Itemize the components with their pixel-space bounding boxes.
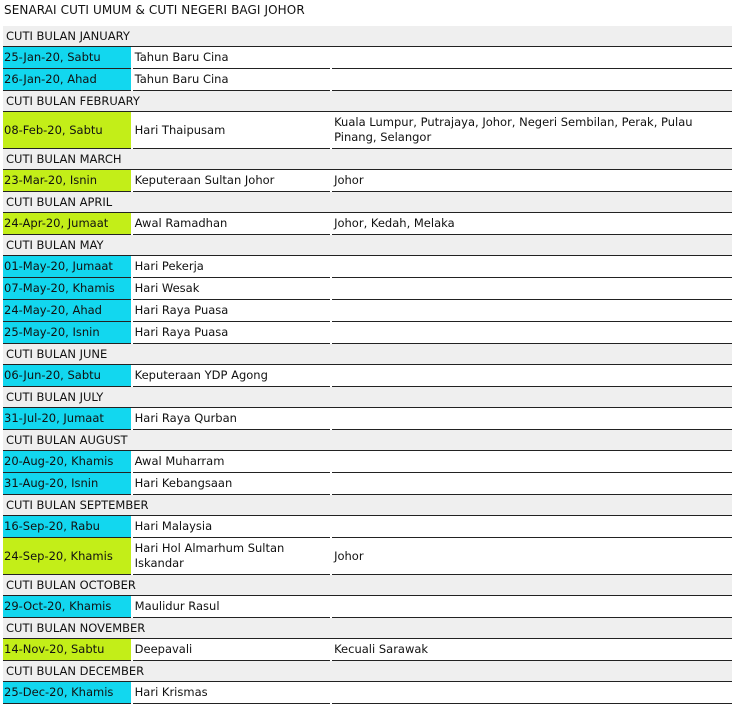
holiday-row [3, 112, 732, 149]
holiday-row [3, 322, 732, 344]
states-cell: Johor, Kedah, Melaka [332, 213, 732, 235]
states-cell: Johor [332, 538, 732, 575]
holiday-row [3, 408, 732, 430]
month-header: CUTI BULAN AUGUST [3, 430, 732, 451]
month-header: CUTI BULAN FEBRUARY [3, 91, 732, 112]
holiday-row [3, 300, 732, 322]
date-cell: 08-Feb-20, Sabtu [3, 112, 131, 149]
holiday-cell: Keputeraan Sultan Johor [133, 170, 330, 192]
date-cell: 23-Mar-20, Isnin [3, 170, 131, 192]
states-cell [332, 408, 732, 430]
month-header: CUTI BULAN APRIL [3, 192, 732, 213]
states-cell [332, 682, 732, 704]
holiday-row [3, 451, 732, 473]
states-cell [332, 473, 732, 495]
date-cell: 07-May-20, Khamis [3, 278, 131, 300]
month-header: CUTI BULAN OCTOBER [3, 575, 732, 596]
holiday-table [3, 26, 732, 704]
holiday-cell: Hari Raya Qurban [133, 408, 330, 430]
date-cell: 25-Jan-20, Sabtu [3, 47, 131, 69]
month-header: CUTI BULAN MAY [3, 235, 732, 256]
states-cell [332, 47, 732, 69]
month-header: CUTI BULAN SEPTEMBER [3, 495, 732, 516]
month-header: CUTI BULAN MARCH [3, 149, 732, 170]
holiday-cell: Tahun Baru Cina [133, 69, 330, 91]
date-cell: 25-May-20, Isnin [3, 322, 131, 344]
holiday-cell: Hari Thaipusam [133, 112, 330, 149]
holiday-cell: Awal Muharram [133, 451, 330, 473]
page-title: SENARAI CUTI UMUM & CUTI NEGERI BAGI JOHOR [4, 3, 305, 17]
holiday-row [3, 170, 732, 192]
date-cell: 06-Jun-20, Sabtu [3, 365, 131, 387]
date-cell: 16-Sep-20, Rabu [3, 516, 131, 538]
month-header: CUTI BULAN NOVEMBER [3, 618, 732, 639]
holiday-cell: Tahun Baru Cina [133, 47, 330, 69]
holiday-cell: Hari Malaysia [133, 516, 330, 538]
states-cell [332, 516, 732, 538]
date-cell: 01-May-20, Jumaat [3, 256, 131, 278]
holiday-cell: Deepavali [133, 639, 330, 661]
month-header: CUTI BULAN JANUARY [3, 26, 732, 47]
holiday-row [3, 596, 732, 618]
holiday-cell: Hari Hol Almarhum Sultan Iskandar [133, 538, 330, 575]
month-header: CUTI BULAN DECEMBER [3, 661, 732, 682]
date-cell: 31-Jul-20, Jumaat [3, 408, 131, 430]
states-cell: Kuala Lumpur, Putrajaya, Johor, Negeri Sembilan, Perak, Pulau Pinang, Selangor [332, 112, 732, 149]
states-cell [332, 365, 732, 387]
states-cell [332, 596, 732, 618]
holiday-row [3, 47, 732, 69]
date-cell: 26-Jan-20, Ahad [3, 69, 131, 91]
holiday-row [3, 69, 732, 91]
holiday-row [3, 682, 732, 704]
date-cell: 24-May-20, Ahad [3, 300, 131, 322]
holiday-row [3, 639, 732, 661]
date-cell: 14-Nov-20, Sabtu [3, 639, 131, 661]
holiday-row [3, 365, 732, 387]
holiday-cell: Hari Kebangsaan [133, 473, 330, 495]
states-cell [332, 278, 732, 300]
holiday-cell: Hari Pekerja [133, 256, 330, 278]
holiday-cell: Hari Wesak [133, 278, 330, 300]
holiday-row [3, 473, 732, 495]
date-cell: 29-Oct-20, Khamis [3, 596, 131, 618]
holiday-row [3, 538, 732, 575]
states-cell [332, 69, 732, 91]
date-cell: 24-Sep-20, Khamis [3, 538, 131, 575]
holiday-row [3, 278, 732, 300]
states-cell: Kecuali Sarawak [332, 639, 732, 661]
holiday-cell: Hari Krismas [133, 682, 330, 704]
holiday-cell: Hari Raya Puasa [133, 300, 330, 322]
date-cell: 25-Dec-20, Khamis [3, 682, 131, 704]
month-header: CUTI BULAN JULY [3, 387, 732, 408]
holiday-cell: Hari Raya Puasa [133, 322, 330, 344]
holiday-row [3, 256, 732, 278]
states-cell [332, 300, 732, 322]
states-cell [332, 322, 732, 344]
holiday-cell: Keputeraan YDP Agong [133, 365, 330, 387]
holiday-cell: Awal Ramadhan [133, 213, 330, 235]
month-header: CUTI BULAN JUNE [3, 344, 732, 365]
date-cell: 20-Aug-20, Khamis [3, 451, 131, 473]
holiday-cell: Maulidur Rasul [133, 596, 330, 618]
states-cell: Johor [332, 170, 732, 192]
date-cell: 31-Aug-20, Isnin [3, 473, 131, 495]
holiday-row [3, 516, 732, 538]
states-cell [332, 256, 732, 278]
date-cell: 24-Apr-20, Jumaat [3, 213, 131, 235]
states-cell [332, 451, 732, 473]
holiday-row [3, 213, 732, 235]
